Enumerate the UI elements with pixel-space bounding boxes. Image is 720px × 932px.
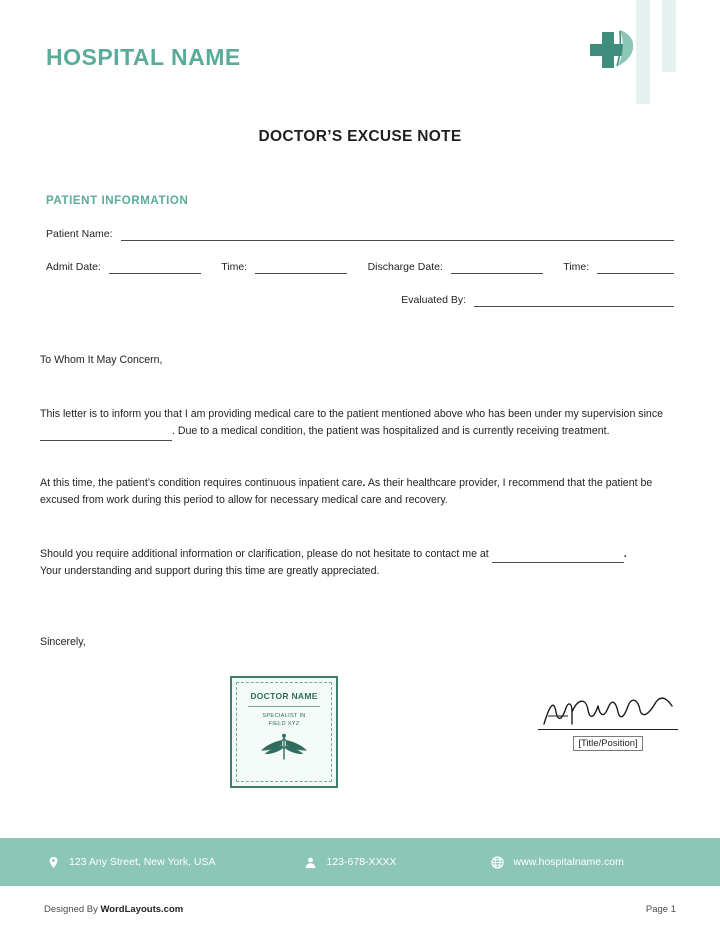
admit-date-label: Admit Date:: [46, 261, 101, 273]
stamp-inner-border: [236, 682, 332, 782]
signature-icon: [538, 690, 678, 730]
discharge-time-label: Time:: [563, 261, 590, 273]
admit-discharge-row: [46, 261, 674, 274]
paragraph-3-text-end: Your understanding and support during this time are greatly appreciated.: [40, 565, 380, 578]
document-footer: [0, 838, 720, 886]
document-header: [0, 0, 720, 110]
stamp-divider: [248, 706, 320, 707]
footer-address-text: 123 Any Street, New York, USA: [69, 856, 216, 868]
discharge-date-label: Discharge Date:: [367, 261, 443, 273]
doctor-stamp: [230, 676, 338, 788]
evaluated-by-row: [46, 294, 674, 307]
stamp-specialist-line-1: SPECIALIST IN: [262, 713, 306, 719]
stamp-doctor-name: DOCTOR NAME: [250, 691, 318, 701]
paragraph-2-text-start: At this time, the patient’s condition requires continuous inpatient care: [40, 477, 363, 489]
paragraph-3-text-start: Should you require additional information or clarification, please do not hesitate to contact me at: [40, 548, 489, 560]
patient-name-row: [46, 228, 674, 241]
caduceus-wings-icon: [256, 733, 312, 768]
footer-phone-text: 123-678-XXXX: [326, 856, 397, 868]
supervision-since-blank[interactable]: [40, 430, 172, 441]
page-number: Page 1: [645, 903, 676, 915]
footer-website-text: www.hospitalname.com: [513, 856, 624, 868]
discharge-date-input[interactable]: [451, 262, 543, 274]
header-bar-short: [662, 0, 676, 72]
patient-information-form: [46, 228, 674, 307]
patient-name-label: Patient Name:: [46, 228, 113, 240]
globe-icon: [491, 855, 505, 869]
designed-by-brand[interactable]: WordLayouts.com: [100, 903, 184, 915]
hospital-name: HOSPITAL NAME: [46, 44, 241, 70]
page-title: DOCTOR’S EXCUSE NOTE: [258, 128, 462, 145]
stamp-specialist-line-2: FIELD XYZ: [268, 721, 300, 728]
paragraph-3-bold-mark: .: [623, 548, 627, 560]
paragraph-1-text-end: . Due to a medical condition, the patient was hospitalized and is currently receiving treatment.: [172, 425, 610, 438]
letter-closing: Sincerely,: [40, 636, 86, 648]
user-icon: [304, 855, 318, 869]
contact-blank[interactable]: [492, 552, 624, 563]
letter-paragraph-1: [40, 406, 676, 441]
signature-block: [538, 690, 678, 751]
signature-title-placeholder[interactable]: [Title/Position]: [573, 736, 642, 751]
footer-address: [46, 855, 216, 869]
paragraph-2-text-end: As their healthcare provider, I recommend that the patient be excused from work during this period to allow for necessary medical care and recovery.: [40, 477, 653, 507]
footer-phone: [304, 855, 397, 869]
page-bottom-bar: [0, 886, 720, 932]
designed-by: [44, 904, 183, 915]
patient-information-heading: PATIENT INFORMATION: [46, 195, 189, 207]
evaluated-by-label: Evaluated By:: [401, 294, 466, 306]
letter-salutation: To Whom It May Concern,: [40, 354, 163, 366]
designed-by-prefix: Designed By: [44, 903, 101, 915]
paragraph-2-bold-mark: .: [362, 477, 366, 489]
letter-paragraph-2: [40, 475, 676, 510]
location-pin-icon: [46, 855, 60, 869]
letter-paragraph-3: [40, 546, 676, 581]
discharge-time-input[interactable]: [597, 262, 674, 274]
admit-time-input[interactable]: [255, 262, 347, 274]
admit-date-input[interactable]: [109, 262, 201, 274]
admit-time-label: Time:: [221, 261, 248, 273]
footer-website: [491, 855, 624, 869]
paragraph-1-text-start: This letter is to inform you that I am providing medical care to the patient mentioned above who has been under my supervision since: [40, 408, 664, 420]
medical-cross-leaf-logo-icon: [580, 22, 642, 84]
evaluated-by-input[interactable]: [474, 295, 674, 307]
patient-name-input[interactable]: [121, 229, 674, 241]
